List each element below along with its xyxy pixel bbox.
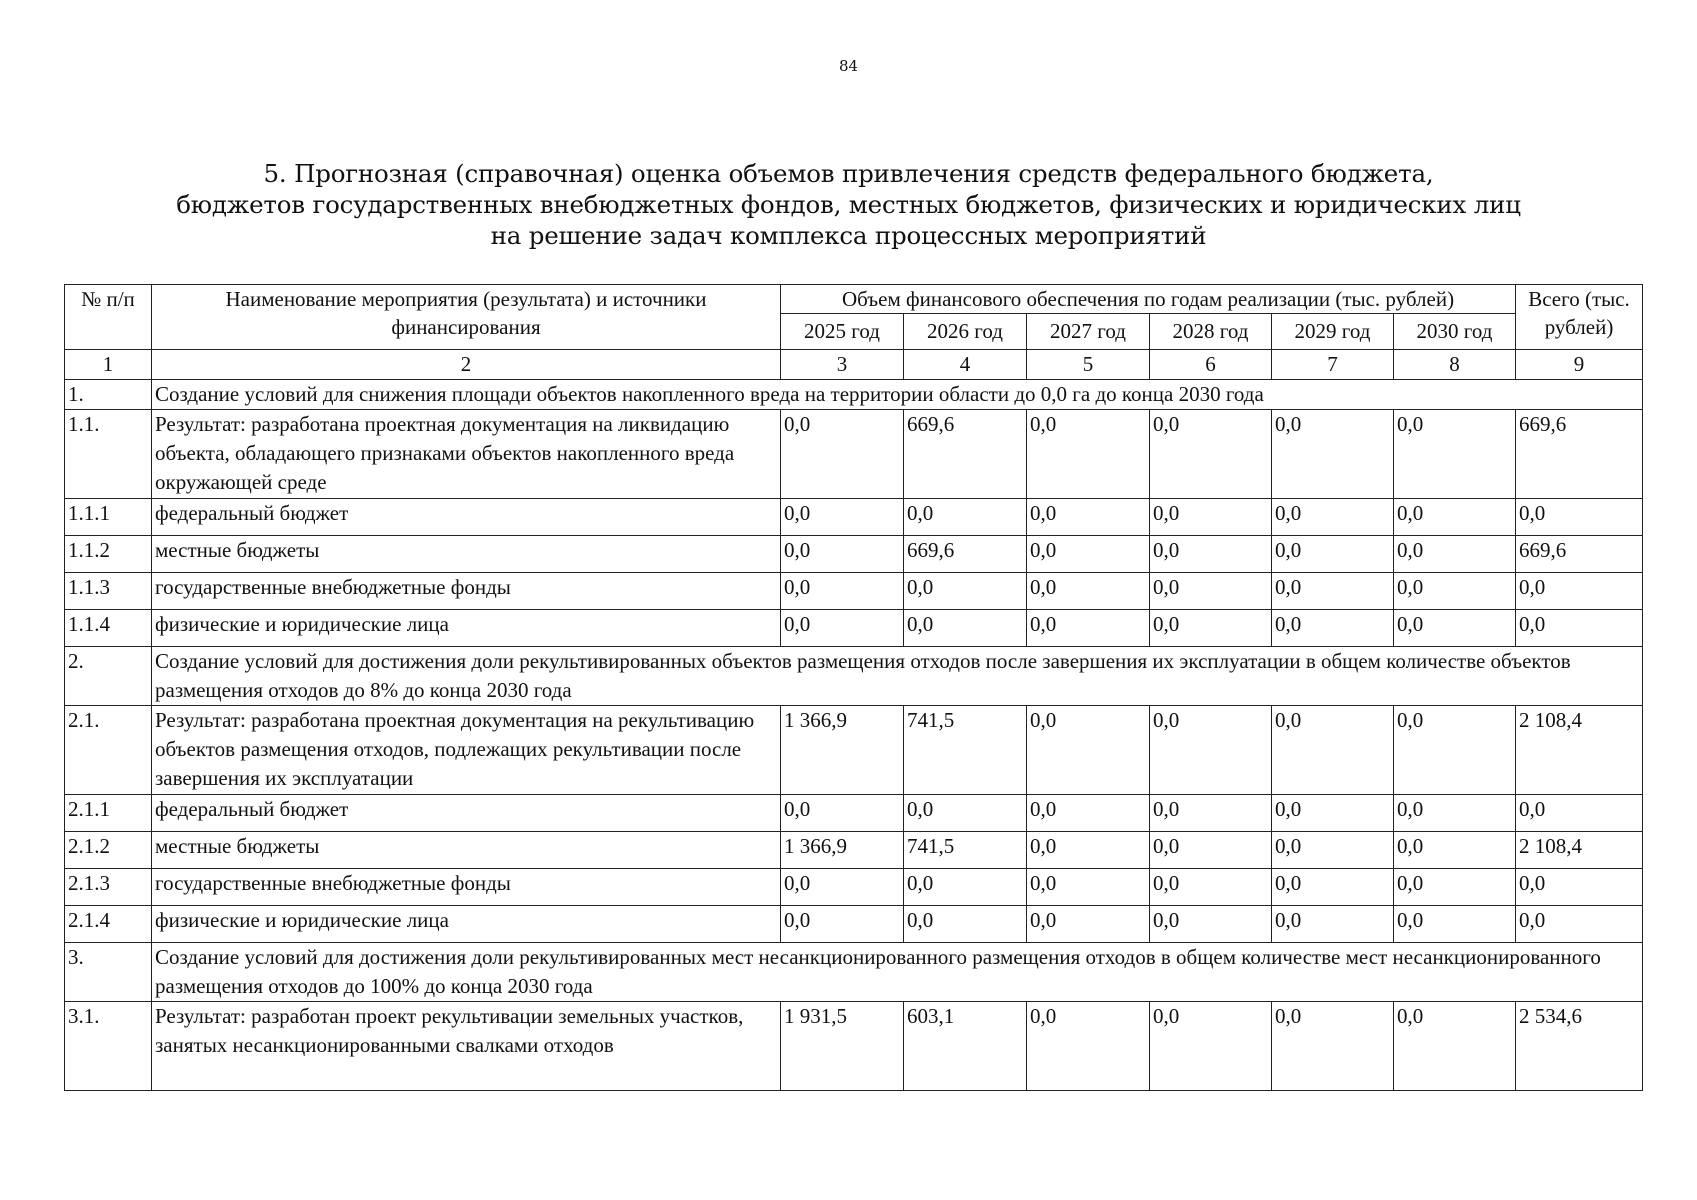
column-number: 2 [152,350,781,380]
year-value-cell: 0,0 [1272,536,1394,573]
year-value-cell: 0,0 [1027,410,1150,499]
row-number: 1.1.4 [65,610,152,647]
result-name: Результат: разработана проектная документация на ликвидацию объекта, обладающего признаками объектов накопленного вреда окружающей среде [152,410,781,499]
source-name: физические и юридические лица [152,610,781,647]
source-row [65,499,1643,536]
source-name: государственные внебюджетные фонды [152,869,781,906]
table-body [65,380,1643,1091]
row-number: 2.1. [65,706,152,795]
year-value-cell: 603,1 [904,1002,1027,1091]
row-number: 2.1.2 [65,832,152,869]
row-number: 2.1.3 [65,869,152,906]
source-row [65,906,1643,943]
year-value-cell: 0,0 [1272,610,1394,647]
total-value-cell: 0,0 [1516,869,1643,906]
year-value-cell: 0,0 [904,906,1027,943]
year-value-cell: 1 931,5 [781,1002,904,1091]
year-value-cell: 0,0 [1394,706,1516,795]
header-funding: Объем финансового обеспечения по годам реализации (тыс. рублей) [781,285,1516,314]
year-value-cell: 0,0 [1150,410,1272,499]
year-value-cell: 0,0 [1150,795,1272,832]
year-value-cell: 0,0 [1027,610,1150,647]
year-value-cell: 0,0 [1150,573,1272,610]
header-row [65,285,1643,314]
total-value-cell: 2 534,6 [1516,1002,1643,1091]
year-value-cell: 0,0 [1150,832,1272,869]
section-title: Создание условий для снижения площади объектов накопленного вреда на территории области до 0,0 га до конца 2030 года [152,380,1643,410]
source-name: федеральный бюджет [152,795,781,832]
row-number: 1.1. [65,410,152,499]
row-number: 1. [65,380,152,410]
year-value-cell: 0,0 [781,795,904,832]
year-value-cell: 0,0 [1394,1002,1516,1091]
column-number: 7 [1272,350,1394,380]
header-name: Наименование мероприятия (результата) и источники финансирования [152,285,781,350]
result-row [65,706,1643,795]
year-value-cell: 669,6 [904,410,1027,499]
year-value-cell: 0,0 [1027,499,1150,536]
column-number: 4 [904,350,1027,380]
year-value-cell: 0,0 [1150,869,1272,906]
header-year: 2029 год [1272,314,1394,350]
year-value-cell: 0,0 [1027,832,1150,869]
funding-table [64,284,1643,1091]
title-line: 5. Прогнозная (справочная) оценка объемов привлечения средств федерального бюджета, [263,159,1434,188]
header-year: 2027 год [1027,314,1150,350]
year-value-cell: 0,0 [1272,1002,1394,1091]
source-name: государственные внебюджетные фонды [152,573,781,610]
year-value-cell: 0,0 [1272,410,1394,499]
source-row [65,610,1643,647]
column-number: 5 [1027,350,1150,380]
result-name: Результат: разработана проектная документация на рекультивацию объектов размещения отходов, подлежащих рекультивации после завершения их эксплуатации [152,706,781,795]
section-title: Создание условий для достижения доли рекультивированных мест несанкционированного размещения отходов в общем количестве мест несанкционированного размещения отходов до 100% до конца 2030 года [152,943,1643,1002]
total-value-cell: 669,6 [1516,536,1643,573]
year-value-cell: 741,5 [904,832,1027,869]
year-value-cell: 0,0 [1272,869,1394,906]
year-value-cell: 0,0 [1027,573,1150,610]
source-row [65,536,1643,573]
source-name: местные бюджеты [152,536,781,573]
header-year: 2028 год [1150,314,1272,350]
year-value-cell: 0,0 [1394,499,1516,536]
column-number-row [65,350,1643,380]
year-value-cell: 0,0 [781,410,904,499]
year-value-cell: 0,0 [1272,832,1394,869]
total-value-cell: 0,0 [1516,573,1643,610]
year-value-cell: 0,0 [1150,536,1272,573]
year-value-cell: 0,0 [904,795,1027,832]
source-name: местные бюджеты [152,832,781,869]
column-number: 1 [65,350,152,380]
year-value-cell: 0,0 [781,573,904,610]
year-value-cell: 0,0 [1394,410,1516,499]
row-number: 1.1.2 [65,536,152,573]
source-row [65,832,1643,869]
year-value-cell: 0,0 [1272,573,1394,610]
year-value-cell: 0,0 [781,906,904,943]
year-value-cell: 0,0 [781,536,904,573]
year-value-cell: 0,0 [1394,536,1516,573]
row-number: 3. [65,943,152,1002]
year-value-cell: 0,0 [1394,832,1516,869]
year-value-cell: 0,0 [781,610,904,647]
row-number: 1.1.1 [65,499,152,536]
year-value-cell: 669,6 [904,536,1027,573]
total-value-cell: 0,0 [1516,499,1643,536]
year-value-cell: 0,0 [781,499,904,536]
year-value-cell: 0,0 [1394,906,1516,943]
year-value-cell: 0,0 [1272,499,1394,536]
header-year: 2026 год [904,314,1027,350]
column-number: 6 [1150,350,1272,380]
source-row [65,869,1643,906]
year-value-cell: 1 366,9 [781,832,904,869]
year-value-cell: 0,0 [904,499,1027,536]
year-value-cell: 0,0 [904,573,1027,610]
total-value-cell: 2 108,4 [1516,832,1643,869]
year-value-cell: 741,5 [904,706,1027,795]
row-number: 2.1.4 [65,906,152,943]
year-value-cell: 0,0 [1150,499,1272,536]
column-number: 8 [1394,350,1516,380]
section-title: Создание условий для достижения доли рекультивированных объектов размещения отходов после завершения их эксплуатации в общем количестве объектов размещения отходов до 8% до конца 2030 года [152,647,1643,706]
total-value-cell: 0,0 [1516,795,1643,832]
header-total: Всего (тыс. рублей) [1516,285,1643,350]
column-number: 9 [1516,350,1643,380]
section-row [65,380,1643,410]
year-value-cell: 0,0 [1394,869,1516,906]
year-value-cell: 0,0 [1027,706,1150,795]
year-value-cell: 0,0 [1027,906,1150,943]
year-value-cell: 0,0 [1394,795,1516,832]
result-row [65,1002,1643,1091]
year-value-cell: 0,0 [1150,610,1272,647]
year-value-cell: 0,0 [781,869,904,906]
year-value-cell: 0,0 [1150,706,1272,795]
page-number: 84 [838,57,859,75]
column-number: 3 [781,350,904,380]
source-row [65,795,1643,832]
row-number: 3.1. [65,1002,152,1091]
total-value-cell: 0,0 [1516,610,1643,647]
year-value-cell: 1 366,9 [781,706,904,795]
result-row [65,410,1643,499]
result-name: Результат: разработан проект рекультивации земельных участков, занятых несанкционированными свалками отходов [152,1002,781,1091]
source-name: федеральный бюджет [152,499,781,536]
title-line: на решение задач комплекса процессных мероприятий [490,221,1207,250]
row-number: 2.1.1 [65,795,152,832]
year-value-cell: 0,0 [1027,536,1150,573]
title-line: бюджетов государственных внебюджетных фондов, местных бюджетов, физических и юридических лиц [176,190,1521,219]
year-value-cell: 0,0 [1150,906,1272,943]
header-number: № п/п [65,285,152,350]
year-value-cell: 0,0 [1027,869,1150,906]
total-value-cell: 2 108,4 [1516,706,1643,795]
year-value-cell: 0,0 [904,610,1027,647]
year-value-cell: 0,0 [904,869,1027,906]
section-row [65,943,1643,1002]
row-number: 1.1.3 [65,573,152,610]
year-value-cell: 0,0 [1394,573,1516,610]
header-year: 2030 год [1394,314,1516,350]
year-value-cell: 0,0 [1027,795,1150,832]
year-value-cell: 0,0 [1027,1002,1150,1091]
total-value-cell: 669,6 [1516,410,1643,499]
year-value-cell: 0,0 [1272,706,1394,795]
total-value-cell: 0,0 [1516,906,1643,943]
year-value-cell: 0,0 [1272,795,1394,832]
row-number: 2. [65,647,152,706]
source-name: физические и юридические лица [152,906,781,943]
header-year: 2025 год [781,314,904,350]
year-value-cell: 0,0 [1394,610,1516,647]
year-value-cell: 0,0 [1150,1002,1272,1091]
document-title [0,158,1697,251]
source-row [65,573,1643,610]
section-row [65,647,1643,706]
year-value-cell: 0,0 [1272,906,1394,943]
